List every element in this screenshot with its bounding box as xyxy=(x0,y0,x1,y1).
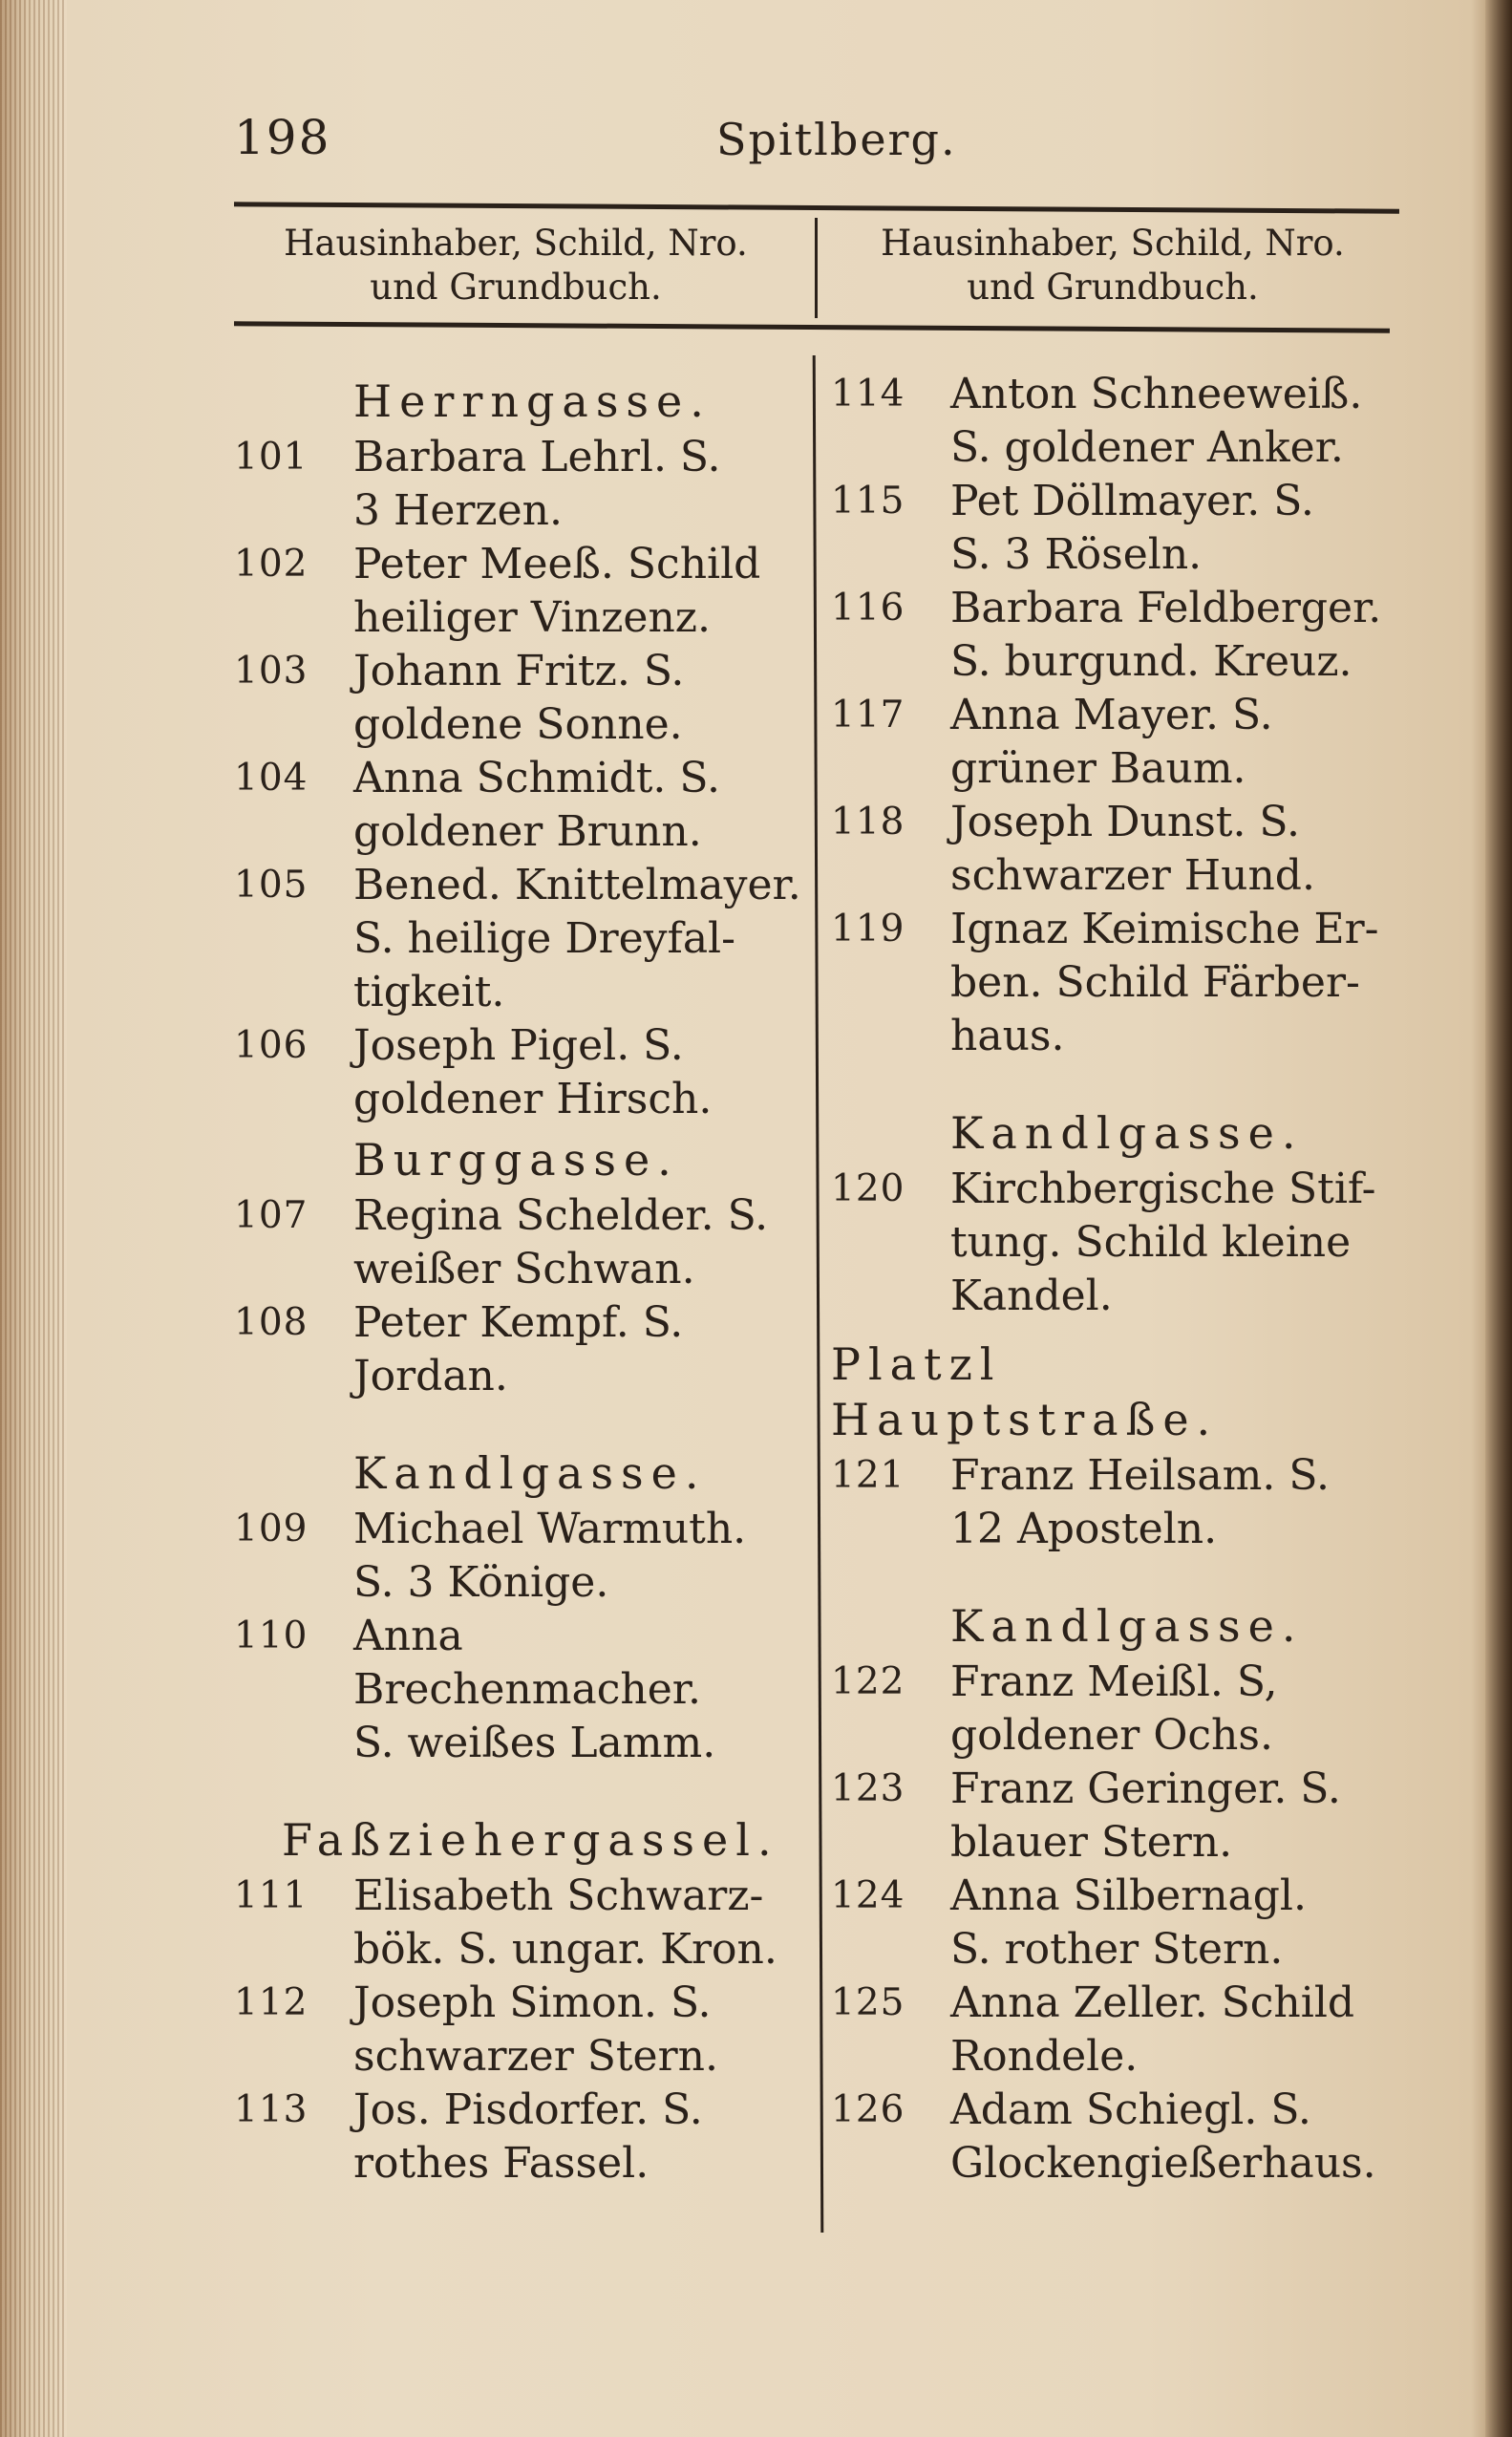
column-header-left-line2: und Grundbuch. xyxy=(370,267,662,308)
right-column xyxy=(831,368,1404,2191)
header-rule xyxy=(234,321,1390,332)
entry-line: Anna Schmidt. S. xyxy=(353,754,720,802)
entry-103 xyxy=(234,645,807,752)
entry-line: Peter Meeß. Schild xyxy=(353,540,761,588)
entry-121 xyxy=(831,1449,1404,1556)
entry-line: ben. Schild Färber- xyxy=(950,958,1360,1007)
column-header-left xyxy=(224,222,807,310)
entry-108 xyxy=(234,1296,807,1403)
entry-115 xyxy=(831,475,1404,582)
entry-line: S. weißes Lamm. xyxy=(353,1719,716,1767)
entry-126 xyxy=(831,2084,1404,2191)
left-column xyxy=(234,368,807,2191)
entry-105 xyxy=(234,859,807,1019)
entry-line: S. goldener Anker. xyxy=(950,423,1344,472)
house-number: 119 xyxy=(831,908,905,951)
page-title: Spitlberg. xyxy=(716,114,957,165)
column-header-left-line1: Hausinhaber, Schild, Nro. xyxy=(284,223,748,264)
house-number: 124 xyxy=(831,1874,905,1917)
entry-line: S. rother Stern. xyxy=(950,1925,1284,1974)
entry-116 xyxy=(831,582,1404,689)
street-heading: Kandlgasse. xyxy=(950,1600,1304,1652)
entry-111 xyxy=(234,1870,807,1977)
entry-line: 12 Aposteln. xyxy=(950,1505,1218,1553)
entry-line: Franz Geringer. S. xyxy=(950,1764,1341,1813)
column-header-right-line1: Hausinhaber, Schild, Nro. xyxy=(881,223,1345,264)
house-number: 103 xyxy=(234,650,309,693)
entry-line: heiliger Vinzenz. xyxy=(353,593,711,642)
house-number: 101 xyxy=(234,436,309,479)
entry-text xyxy=(353,1610,807,1770)
entry-text xyxy=(950,1656,1404,1763)
entry-line: Kandel. xyxy=(950,1272,1113,1320)
page-right-shadow xyxy=(1485,0,1512,2437)
entry-line: Franz Meißl. S, xyxy=(950,1657,1278,1706)
entry-text xyxy=(950,1449,1404,1556)
entry-text xyxy=(353,2084,807,2191)
column-header-right xyxy=(826,222,1399,310)
house-number: 120 xyxy=(831,1167,905,1210)
entry-110 xyxy=(234,1610,807,1770)
entry-line: Joseph Pigel. S. xyxy=(353,1021,684,1070)
entry-line: 3 Herzen. xyxy=(353,486,563,535)
entry-line: Johann Fritz. S. xyxy=(353,647,685,695)
entry-text xyxy=(353,1870,807,1977)
entry-text xyxy=(950,903,1404,1063)
entry-line: Bened. Knittelmayer. xyxy=(353,861,801,909)
house-number: 111 xyxy=(234,1874,309,1917)
house-number: 108 xyxy=(234,1301,309,1344)
street-heading: Platzl Hauptstraße. xyxy=(831,1338,1219,1445)
entry-line: Adam Schiegl. S. xyxy=(950,2085,1311,2134)
entry-text xyxy=(950,1763,1404,1870)
entry-line: Joseph Simon. S. xyxy=(353,1978,712,2027)
house-number: 114 xyxy=(831,373,905,416)
entry-line: Barbara Feldberger. xyxy=(950,584,1382,632)
entry-125 xyxy=(831,1977,1404,2084)
entry-line: grüner Baum. xyxy=(950,744,1246,793)
entry-text xyxy=(950,2084,1404,2191)
entry-line: Anna Silbernagl. xyxy=(950,1871,1307,1920)
entry-text xyxy=(353,1189,807,1296)
entry-112 xyxy=(234,1977,807,2084)
entry-line: Anna Mayer. S. xyxy=(950,691,1273,739)
entry-101 xyxy=(234,431,807,538)
entry-line: S. 3 Röseln. xyxy=(950,530,1203,579)
entry-text xyxy=(353,645,807,752)
entry-text xyxy=(950,582,1404,689)
entry-text xyxy=(353,1977,807,2084)
entry-line: Barbara Lehrl. S. xyxy=(353,433,721,481)
page-binding-edge xyxy=(0,0,67,2437)
entry-text xyxy=(353,1503,807,1610)
entry-line: Anna Zeller. Schild xyxy=(950,1978,1355,2027)
entry-line: haus. xyxy=(950,1012,1065,1060)
house-number: 106 xyxy=(234,1024,309,1067)
spacer xyxy=(234,1403,807,1440)
house-number: 116 xyxy=(831,587,905,630)
entry-line: schwarzer Hund. xyxy=(950,851,1315,900)
street-heading: Herrngasse. xyxy=(353,375,712,427)
street-heading: Burggasse. xyxy=(353,1134,679,1186)
entry-114 xyxy=(831,368,1404,475)
entry-text xyxy=(950,475,1404,582)
street-heading: Kandlgasse. xyxy=(353,1447,707,1499)
entry-122 xyxy=(831,1656,1404,1763)
entry-118 xyxy=(831,796,1404,903)
entry-line: Pet Döllmayer. S. xyxy=(950,477,1314,525)
entry-text xyxy=(950,1870,1404,1977)
entry-text xyxy=(950,1163,1404,1323)
entry-line: tigkeit. xyxy=(353,968,505,1016)
entry-line: Anton Schneeweiß. xyxy=(950,370,1363,418)
top-rule xyxy=(234,202,1399,213)
entry-107 xyxy=(234,1189,807,1296)
entry-line: Elisabeth Schwarz- xyxy=(353,1871,764,1920)
entry-text xyxy=(950,1977,1404,2084)
entry-line: bök. S. ungar. Kron. xyxy=(353,1925,777,1974)
entry-line: goldene Sonne. xyxy=(353,700,683,749)
entry-119 xyxy=(831,903,1404,1063)
entry-120 xyxy=(831,1163,1404,1323)
entry-text xyxy=(950,368,1404,475)
house-number: 117 xyxy=(831,694,905,737)
house-number: 126 xyxy=(831,2088,905,2131)
entry-line: Jos. Pisdorfer. S. xyxy=(353,2085,703,2134)
house-number: 125 xyxy=(831,1981,905,2024)
entry-117 xyxy=(831,689,1404,796)
entry-line: weißer Schwan. xyxy=(353,1245,695,1293)
column-header-right-line2: und Grundbuch. xyxy=(967,267,1259,308)
house-number: 121 xyxy=(831,1454,905,1497)
spacer xyxy=(234,1770,807,1806)
spacer xyxy=(831,1063,1404,1100)
entry-line: Ignaz Keimische Er- xyxy=(950,905,1379,953)
house-number: 115 xyxy=(831,480,905,523)
house-number: 107 xyxy=(234,1194,309,1237)
entry-text xyxy=(353,752,807,859)
house-number: 122 xyxy=(831,1660,905,1703)
column-header-divider xyxy=(815,218,818,318)
entry-line: goldener Brunn. xyxy=(353,807,702,856)
street-heading: Faßziehergassel. xyxy=(282,1814,779,1866)
entry-line: schwarzer Stern. xyxy=(353,2032,718,2081)
street-heading: Kandlgasse. xyxy=(950,1107,1304,1159)
entry-text xyxy=(353,431,807,538)
entry-line: tung. Schild kleine xyxy=(950,1218,1352,1267)
house-number: 123 xyxy=(831,1767,905,1810)
entry-102 xyxy=(234,538,807,645)
page-number: 198 xyxy=(234,110,331,165)
entry-line: Anna Brechenmacher. xyxy=(353,1612,701,1714)
entry-line: S. 3 Könige. xyxy=(353,1558,609,1607)
entry-104 xyxy=(234,752,807,859)
entry-text xyxy=(353,538,807,645)
house-number: 112 xyxy=(234,1981,309,2024)
entry-line: Michael Warmuth. xyxy=(353,1505,747,1553)
entry-line: Franz Heilsam. S. xyxy=(950,1451,1330,1500)
entry-text xyxy=(353,859,807,1019)
entry-line: S. heilige Dreyfal- xyxy=(353,914,735,963)
entry-123 xyxy=(831,1763,1404,1870)
entry-line: S. burgund. Kreuz. xyxy=(950,637,1352,686)
entry-line: Peter Kempf. S. xyxy=(353,1298,684,1347)
house-number: 113 xyxy=(234,2088,309,2131)
column-divider xyxy=(813,355,824,2233)
house-number: 118 xyxy=(831,801,905,844)
entry-line: Joseph Dunst. S. xyxy=(950,798,1300,846)
house-number: 102 xyxy=(234,543,309,586)
entry-line: Jordan. xyxy=(353,1352,508,1400)
entry-text xyxy=(950,689,1404,796)
spacer xyxy=(831,1556,1404,1593)
entry-line: goldener Hirsch. xyxy=(353,1075,713,1123)
entry-line: blauer Stern. xyxy=(950,1818,1233,1867)
entry-106 xyxy=(234,1019,807,1126)
entry-124 xyxy=(831,1870,1404,1977)
entry-text xyxy=(353,1019,807,1126)
entry-line: goldener Ochs. xyxy=(950,1711,1273,1760)
house-number: 105 xyxy=(234,864,309,907)
running-head xyxy=(234,110,1380,186)
entry-line: rothes Fassel. xyxy=(353,2139,650,2188)
entry-text xyxy=(353,1296,807,1403)
entry-109 xyxy=(234,1503,807,1610)
entry-113 xyxy=(234,2084,807,2191)
entry-line: Glockengießerhaus. xyxy=(950,2139,1376,2188)
entry-line: Regina Schelder. S. xyxy=(353,1191,769,1240)
house-number: 104 xyxy=(234,757,309,800)
entry-line: Kirchbergische Stif- xyxy=(950,1165,1376,1213)
house-number: 109 xyxy=(234,1507,309,1550)
entry-line: Rondele. xyxy=(950,2032,1139,2081)
house-number: 110 xyxy=(234,1614,309,1657)
entry-text xyxy=(950,796,1404,903)
